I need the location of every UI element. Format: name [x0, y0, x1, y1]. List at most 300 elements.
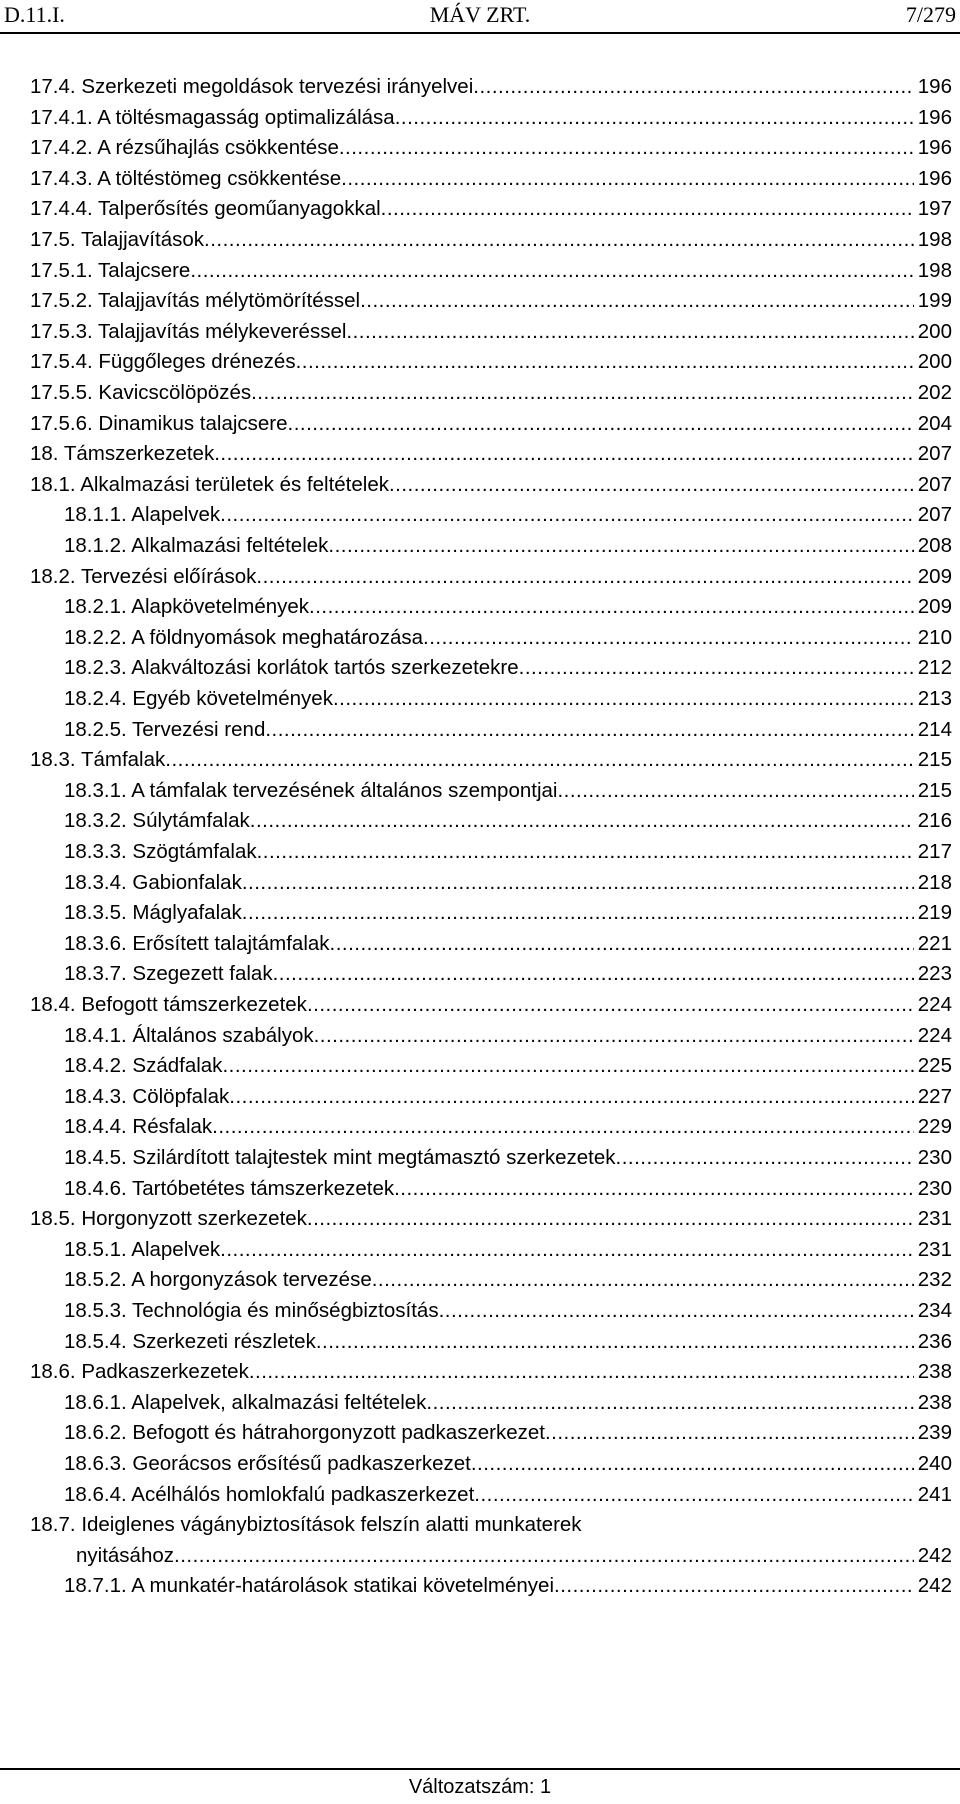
toc-entry-page: 223: [917, 962, 952, 986]
toc-entry-title: [64, 531, 328, 561]
toc-entry[interactable]: [30, 1204, 952, 1234]
dot-leader: [328, 531, 913, 561]
dot-leader: [212, 1112, 914, 1142]
toc-entry-text: Talajcsere: [98, 258, 191, 282]
toc-entry-page: 198: [917, 228, 952, 251]
toc-entry-title: [30, 133, 339, 163]
toc-entry-number: 17.5.6.: [30, 411, 93, 435]
toc-entry-number: 18.4.: [30, 993, 76, 1016]
toc-entry-text: Alapelvek: [131, 503, 221, 527]
toc-entry-title: [64, 684, 333, 714]
toc-entry-text: Talperősítés geoműanyagokkal: [98, 197, 381, 221]
toc-entry-number: 18.2.: [30, 564, 76, 588]
toc-entry-title: [30, 72, 473, 102]
dot-leader: [242, 868, 914, 898]
toc-entry[interactable]: [30, 470, 952, 500]
toc-entry[interactable]: [64, 1327, 952, 1357]
dot-leader: [257, 837, 914, 867]
toc-entry[interactable]: [30, 439, 952, 469]
toc-entry-page: 216: [917, 809, 952, 833]
toc-entry-page: 215: [917, 748, 952, 772]
toc-entry-number: 18.4.5.: [64, 1146, 127, 1169]
toc-entry-page: 196: [917, 75, 952, 98]
toc-entry-number: 17.4.: [30, 75, 76, 98]
toc-entry-number: 17.4.4.: [30, 197, 93, 221]
toc-entry-title: [30, 562, 256, 592]
toc-entry-number: 17.4.2.: [30, 136, 93, 160]
dot-leader: [314, 1021, 914, 1051]
dot-leader: [222, 1051, 913, 1081]
toc-entry[interactable]: [30, 745, 952, 775]
toc-entry-text: Szögtámfalak: [132, 840, 257, 863]
dot-leader: [545, 1418, 914, 1448]
toc-entry-title: [64, 500, 220, 530]
toc-entry-number: 17.5.5.: [30, 381, 93, 404]
toc-entry-text: Alapkövetelmények: [131, 595, 310, 619]
toc-entry-page: 210: [917, 625, 952, 649]
toc-entry-number: 18.6.: [30, 1360, 76, 1384]
toc-entry[interactable]: [64, 531, 952, 561]
toc-entry-number: 18.1.: [30, 472, 76, 496]
toc-entry-page: 234: [917, 1299, 952, 1322]
toc-entry-page: 232: [917, 1268, 952, 1292]
dot-leader: [330, 929, 914, 959]
toc-entry[interactable]: [64, 1143, 952, 1173]
toc-entry[interactable]: [30, 72, 952, 102]
toc-entry-number: 18.4.1.: [64, 1023, 127, 1047]
dot-leader: [473, 72, 914, 102]
toc-entry-title: [64, 1143, 616, 1173]
dot-leader: [249, 1357, 914, 1387]
toc-entry[interactable]: [64, 898, 952, 928]
dot-leader: [229, 1082, 914, 1112]
toc-entry[interactable]: [30, 562, 952, 592]
dot-leader: [190, 256, 913, 286]
toc-entry-text: Befogott támszerkezetek: [81, 993, 307, 1016]
toc-entry[interactable]: [30, 378, 952, 408]
toc-entry-title: [64, 1327, 316, 1357]
toc-entry-title: [64, 776, 557, 806]
toc-entry-title: [30, 409, 288, 439]
toc-entry-number: 17.5.4.: [30, 350, 93, 374]
toc-entry-number: 18.5.4.: [64, 1329, 127, 1353]
dot-leader: [250, 806, 914, 836]
toc-entry-text: Alakváltozási korlátok tartós szerkezetekre: [131, 656, 519, 680]
toc-entry-title: [64, 715, 265, 745]
toc-entry-number: 18.2.3.: [64, 656, 127, 680]
toc-entry-number: 18.4.3.: [64, 1084, 127, 1108]
toc-entry-text: Tervezési rend: [132, 717, 266, 741]
toc-entry-title: [64, 898, 242, 928]
toc-entry[interactable]: [30, 286, 952, 316]
toc-entry-title: [64, 592, 309, 622]
toc-entry-text: Talajjavítások: [80, 228, 204, 251]
toc-entry-number: 17.5.2.: [30, 289, 93, 313]
toc-entry-title: [64, 868, 242, 898]
toc-entry-title: [30, 256, 190, 286]
toc-entry-text: Kavicscölöpözés: [98, 381, 252, 404]
toc-entry-text: Szádfalak: [132, 1054, 223, 1078]
dot-leader: [471, 1449, 914, 1479]
dot-leader: [220, 1235, 914, 1265]
toc-entry[interactable]: [30, 164, 952, 194]
toc-entry-text: Szegezett falak: [132, 962, 273, 986]
toc-entry-number: 18.3.1.: [64, 778, 127, 802]
toc-entry-title: [30, 164, 341, 194]
dot-leader: [251, 378, 914, 408]
toc-entry-text: Erősített talajtámfalak: [132, 931, 330, 955]
toc-entry-number: 18.2.4.: [64, 687, 127, 710]
toc-entry-number: 18.: [30, 442, 59, 466]
dot-leader: [174, 1541, 914, 1571]
toc-entry-page: 224: [917, 993, 952, 1016]
toc-entry-number: 18.2.2.: [64, 625, 127, 649]
toc-entry-page: 224: [917, 1023, 952, 1047]
toc-entry-title: [64, 959, 273, 989]
dot-leader: [346, 317, 913, 347]
toc-entry-page: 198: [917, 258, 952, 282]
toc-entry-text: Alapelvek, alkalmazási feltételek: [131, 1390, 427, 1414]
toc-entry[interactable]: [64, 715, 952, 745]
toc-entry-number: 18.4.4.: [64, 1115, 127, 1139]
toc-entry-page: 236: [917, 1329, 952, 1353]
toc-entry[interactable]: [64, 500, 952, 530]
toc-entry[interactable]: [30, 990, 952, 1020]
toc-entry-text: Dinamikus talajcsere: [98, 411, 288, 435]
dot-leader: [360, 286, 914, 316]
toc-entry[interactable]: [64, 1418, 952, 1448]
toc-entry-page: 242: [917, 1574, 952, 1598]
toc-entry[interactable]: [64, 1388, 952, 1418]
toc-entry[interactable]: [30, 1357, 952, 1387]
toc-entry-number: 18.3.2.: [64, 809, 127, 833]
toc-entry-text: Támszerkezetek: [63, 442, 215, 466]
dot-leader: [273, 959, 914, 989]
toc-entry-text: Függőleges drénezés: [98, 350, 296, 374]
toc-entry-page: 196: [917, 105, 952, 129]
toc-entry-page: 207: [917, 442, 952, 466]
dot-leader: [394, 1174, 914, 1204]
toc-entry-text: Tartóbetétes támszerkezetek: [132, 1176, 395, 1200]
toc-entry-page: 229: [917, 1115, 952, 1139]
toc-entry-text: Szilárdított talajtestek mint megtámasztó szerkezetek: [132, 1146, 616, 1169]
toc-entry-page: 197: [917, 197, 952, 221]
toc-entry-number: 17.5.: [30, 228, 76, 251]
toc-entry-page: 207: [917, 472, 952, 496]
toc-entry-title: [64, 1296, 439, 1326]
toc-entry-title: [30, 286, 360, 316]
toc-entry-text: Szerkezeti részletek: [132, 1329, 316, 1353]
dot-leader: [242, 898, 914, 928]
toc-entry[interactable]: [64, 684, 952, 714]
dot-leader: [333, 684, 914, 714]
toc-entry[interactable]: [64, 1480, 952, 1510]
toc-entry-number: 18.1.1.: [64, 503, 127, 527]
toc-entry-page: 200: [917, 350, 952, 374]
toc-entry[interactable]: [64, 1235, 952, 1265]
page-number: 7/279: [905, 2, 956, 27]
toc-entry[interactable]: [30, 347, 952, 377]
toc-entry-title: [64, 623, 423, 653]
toc-entry-text: A földnyomások meghatározása: [131, 625, 424, 649]
toc-entry-page: 212: [917, 656, 952, 680]
toc-entry-page: 202: [917, 381, 952, 404]
toc-entry-number: 18.5.1.: [64, 1237, 127, 1261]
toc-entry-page: 214: [917, 717, 952, 741]
toc-entry-text-cont: nyitásához: [76, 1543, 175, 1567]
dot-leader: [309, 592, 914, 622]
toc-entry-page: 239: [917, 1421, 952, 1445]
toc-entry-number: 18.3.4.: [64, 870, 127, 894]
toc-entry-page: 208: [917, 534, 952, 557]
toc-entry-page: 227: [917, 1084, 952, 1108]
toc-entry[interactable]: [64, 1449, 952, 1479]
toc-entry-title: [64, 1265, 372, 1295]
toc-entry[interactable]: [64, 1051, 952, 1081]
toc-entry-title: [64, 1174, 394, 1204]
dot-leader: [557, 776, 913, 806]
dot-leader: [395, 103, 914, 133]
toc-entry-number: 18.3.5.: [64, 901, 127, 925]
toc-entry-title: [30, 225, 204, 255]
toc-entry-number: 18.6.2.: [64, 1421, 127, 1445]
toc-entry[interactable]: [64, 1021, 952, 1051]
toc-entry-page: 238: [917, 1390, 952, 1414]
toc-entry[interactable]: [30, 225, 952, 255]
toc-entry[interactable]: [64, 1265, 952, 1295]
toc-entry-text: Ideiglenes vágánybiztosítások felszín alatti munkaterek: [81, 1513, 582, 1537]
toc-entry-number: 18.7.: [30, 1513, 76, 1537]
dot-leader: [220, 500, 914, 530]
toc-entry-title: [30, 1204, 307, 1234]
toc-entry-text: Máglyafalak: [132, 901, 242, 925]
dot-leader: [204, 225, 914, 255]
company-name: MÁV ZRT.: [429, 2, 531, 27]
toc-entry[interactable]: [64, 776, 952, 806]
dot-leader: [389, 470, 914, 500]
dot-leader: [256, 562, 913, 592]
toc-entry-page: 231: [917, 1207, 952, 1231]
toc-entry[interactable]: [64, 1571, 952, 1601]
toc-entry-text: Súlytámfalak: [132, 809, 250, 833]
toc-entry-number: 18.1.2.: [64, 534, 127, 557]
dot-leader: [214, 439, 914, 469]
toc-entry-title: [64, 1235, 220, 1265]
toc-entry-text: Horgonyzott szerkezetek: [81, 1207, 307, 1231]
toc-entry-page: 238: [917, 1360, 952, 1384]
toc-entry-page: 209: [917, 564, 952, 588]
toc-entry-title: [64, 929, 330, 959]
toc-entry-page: 230: [917, 1176, 952, 1200]
toc-entry-text: Alapelvek: [131, 1237, 221, 1261]
toc-entry-continuation[interactable]: [76, 1541, 952, 1571]
toc-entry-page: 196: [917, 136, 952, 160]
toc-entry[interactable]: [30, 256, 952, 286]
toc-entry-page: 213: [917, 687, 952, 710]
toc-entry-title: [30, 439, 214, 469]
toc-entry-text: A munkatér-határolások statikai követelményei: [131, 1574, 555, 1598]
toc-entry[interactable]: [30, 194, 952, 224]
toc-entry-number: 18.5.2.: [64, 1268, 127, 1292]
toc-entry[interactable]: [64, 1082, 952, 1112]
dot-leader: [426, 1388, 913, 1418]
toc-entry-number: 18.6.1.: [64, 1390, 127, 1414]
toc-entry[interactable]: [64, 837, 952, 867]
toc-entry-number: 17.4.1.: [30, 105, 93, 129]
dot-leader: [381, 194, 914, 224]
toc-entry-text: Talajjavítás mélytömörítéssel: [98, 289, 361, 313]
dot-leader: [439, 1296, 914, 1326]
dot-leader: [307, 1204, 914, 1234]
toc-entry-number: 18.3.7.: [64, 962, 127, 986]
toc-entry-number: 18.2.1.: [64, 595, 127, 619]
toc-entry-text: Résfalak: [132, 1115, 213, 1139]
toc-entry-title: [64, 1082, 229, 1112]
toc-entry[interactable]: [30, 1510, 952, 1540]
toc-entry-title: [30, 470, 389, 500]
dot-leader: [519, 653, 914, 683]
toc-entry-text: Alkalmazási feltételek: [131, 534, 329, 557]
toc-entry-text: A rézsűhajlás csökkentése: [97, 136, 339, 160]
toc-entry-page: 196: [917, 166, 952, 190]
toc-entry[interactable]: [64, 959, 952, 989]
header-divider: [0, 32, 960, 34]
toc-entry-page: 204: [917, 411, 952, 435]
toc-entry-number: 17.5.3.: [30, 319, 93, 343]
toc-entry-text: Támfalak: [80, 748, 166, 772]
toc-entry-page: 240: [917, 1452, 952, 1475]
footer-divider: [0, 1768, 960, 1770]
dot-leader: [554, 1571, 914, 1601]
toc-entry-number: 18.6.4.: [64, 1482, 127, 1506]
toc-entry-title: [64, 653, 519, 683]
dot-leader: [265, 715, 913, 745]
toc-entry-text: Szerkezeti megoldások tervezési irányelvei: [81, 75, 474, 98]
toc-entry-title: [30, 103, 395, 133]
toc-entry-number: 17.5.1.: [30, 258, 93, 282]
toc-entry-page: 209: [917, 595, 952, 619]
toc-entry-text: Georácsos erősítésű padkaszerkezet: [132, 1452, 471, 1475]
toc-entry-title: [30, 347, 296, 377]
toc-entry-title: [64, 1021, 314, 1051]
toc-entry[interactable]: [64, 1112, 952, 1142]
dot-leader: [307, 990, 914, 1020]
toc-entry-number: 18.2.5.: [64, 717, 127, 741]
toc-entry-text: A horgonyzások tervezése: [131, 1268, 372, 1292]
toc-entry[interactable]: [64, 929, 952, 959]
dot-leader: [341, 164, 914, 194]
toc-entry-title: [30, 1357, 249, 1387]
toc-entry-title: [64, 1449, 471, 1479]
toc-entry-page: 217: [917, 840, 952, 863]
toc-entry-page: 219: [917, 901, 952, 925]
dot-leader: [296, 347, 914, 377]
toc-entry-number: 18.4.6.: [64, 1176, 127, 1200]
toc-entry-title: [30, 1510, 582, 1540]
toc-entry-text: Padkaszerkezetek: [81, 1360, 249, 1384]
toc-entry-text: Tervezési előírások: [80, 564, 257, 588]
toc-entry-title: [64, 1112, 212, 1142]
toc-entry-number: 18.5.: [30, 1207, 76, 1231]
toc-entry-title: [64, 1571, 554, 1601]
dot-leader: [316, 1327, 914, 1357]
toc-entry-title: [30, 378, 251, 408]
toc-entry-number: 17.4.3.: [30, 166, 93, 190]
toc-entry-text: Általános szabályok: [132, 1023, 314, 1047]
toc-entry-page: 207: [917, 503, 952, 527]
toc-entry-number: 18.7.1.: [64, 1574, 127, 1598]
toc-entry-title: [64, 837, 257, 867]
version-label: Változatszám: 1: [408, 1776, 552, 1798]
toc-entry-text: Alkalmazási területek és feltételek: [80, 472, 389, 496]
toc-entry-text: Technológia és minőségbiztosítás: [132, 1299, 439, 1322]
toc-entry-number: 18.3.6.: [64, 931, 127, 955]
toc-entry-title: [64, 1388, 426, 1418]
toc-entry-number: 18.3.3.: [64, 840, 127, 863]
dot-leader: [372, 1265, 914, 1295]
toc-entry-number: 18.3.: [30, 748, 76, 772]
toc-entry-page: 215: [917, 778, 952, 802]
toc-entry-page: 241: [917, 1482, 952, 1506]
toc-entry-text: Acélhálós homlokfalú padkaszerkezet: [131, 1482, 475, 1506]
toc-entry[interactable]: [30, 317, 952, 347]
toc-entry-page: 200: [917, 319, 952, 343]
toc-entry-text: A töltéstömeg csökkentése: [97, 166, 342, 190]
toc-entry-title: [64, 1480, 474, 1510]
toc-entry-number: 18.6.3.: [64, 1452, 127, 1475]
toc-entry[interactable]: [64, 653, 952, 683]
toc-entry[interactable]: [64, 1174, 952, 1204]
dot-leader: [288, 409, 914, 439]
toc-entry[interactable]: [64, 868, 952, 898]
toc-entry-page: 221: [917, 931, 952, 955]
document-code: D.11.I.: [4, 2, 65, 27]
dot-leader: [423, 623, 914, 653]
toc-entry[interactable]: [64, 806, 952, 836]
toc-entry-page: 230: [917, 1146, 952, 1169]
toc-entry-title: [30, 317, 346, 347]
toc-entry-title: [64, 1418, 545, 1448]
toc-entry-title: [64, 1051, 222, 1081]
toc-entry-title: [64, 806, 250, 836]
toc-entry[interactable]: [64, 623, 952, 653]
toc-entry-page: 242: [917, 1543, 952, 1567]
toc-entry[interactable]: [30, 103, 952, 133]
page-header: [0, 0, 960, 34]
toc-entry-title: [30, 745, 165, 775]
toc-entry-page: 199: [917, 289, 952, 313]
toc-entry-text: Cölöpfalak: [132, 1084, 230, 1108]
toc-entry-page: 225: [917, 1054, 952, 1078]
toc-entry[interactable]: [30, 133, 952, 163]
toc-entry[interactable]: [64, 1296, 952, 1326]
toc-entry-text: Talajjavítás mélykeveréssel: [98, 319, 347, 343]
toc-entry[interactable]: [64, 592, 952, 622]
toc-entry-number: 18.4.2.: [64, 1054, 127, 1078]
toc-entry-page: 218: [917, 870, 952, 894]
toc-entry-text: Gabionfalak: [132, 870, 242, 894]
dot-leader: [339, 133, 914, 163]
toc-entry-number: 18.5.3.: [64, 1299, 127, 1322]
dot-leader: [474, 1480, 914, 1510]
toc-entry-title: [30, 990, 307, 1020]
toc-entry-title: [30, 194, 381, 224]
toc-entry[interactable]: [30, 409, 952, 439]
toc-entry-text: Egyéb követelmények: [132, 687, 333, 710]
toc-entry-page: 231: [917, 1237, 952, 1261]
toc-entry-text: Befogott és hátrahorgonyzott padkaszerkezet: [132, 1421, 545, 1445]
toc-entry-text: A töltésmagasság optimalizálása: [97, 105, 395, 129]
